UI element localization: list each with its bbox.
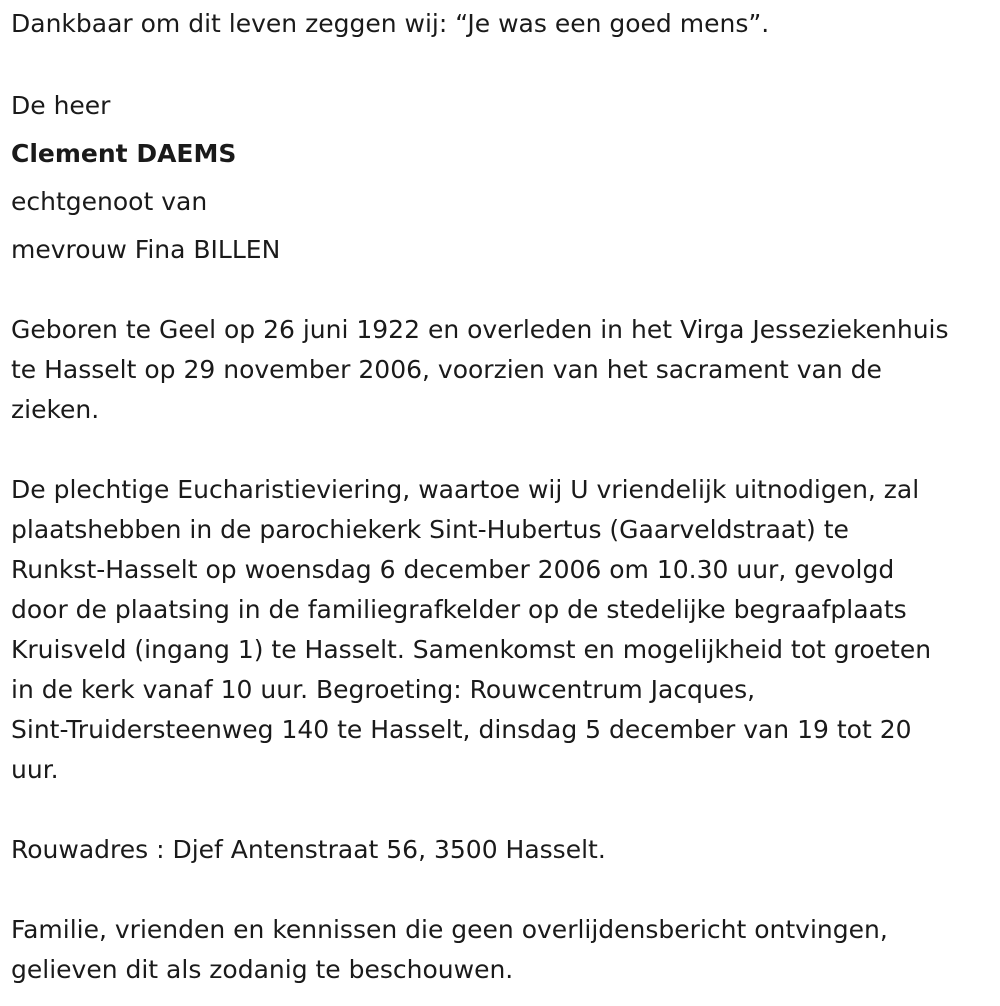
mourning-address: Rouwadres : Djef Antenstraat 56, 3500 Hasselt.	[11, 835, 606, 864]
honorific: De heer	[11, 91, 111, 120]
paragraph-line: gelieven dit als zodanig te beschouwen.	[11, 955, 514, 984]
paragraph-line: Familie, vrienden en kennissen die geen overlijdensbericht ontvingen,	[11, 915, 888, 944]
paragraph-line: zieken.	[11, 395, 100, 424]
spouse-name: mevrouw Fina BILLEN	[11, 235, 281, 264]
paragraph-line: Geboren te Geel op 26 juni 1922 en overleden in het Virga Jesseziekenhuis	[11, 315, 949, 344]
deceased-name: Clement DAEMS	[11, 139, 237, 168]
opening-sentence: Dankbaar om dit leven zeggen wij: “Je was een goed mens”.	[11, 9, 770, 38]
paragraph-line: Runkst-Hasselt op woensdag 6 december 2006 om 10.30 uur, gevolgd	[11, 555, 895, 584]
paragraph-line: plaatshebben in de parochiekerk Sint-Hubertus (Gaarveldstraat) te	[11, 515, 849, 544]
closing-paragraph	[11, 910, 996, 990]
paragraph-line: te Hasselt op 29 november 2006, voorzien van het sacrament van de	[11, 355, 882, 384]
relation-text: echtgenoot van	[11, 187, 208, 216]
paragraph-line: in de kerk vanaf 10 uur. Begroeting: Rouwcentrum Jacques,	[11, 675, 756, 704]
paragraph-line: De plechtige Eucharistieviering, waartoe wij U vriendelijk uitnodigen, zal	[11, 475, 920, 504]
ceremony-paragraph	[11, 470, 996, 790]
paragraph-line: Kruisveld (ingang 1) te Hasselt. Samenkomst en mogelijkheid tot groeten	[11, 635, 932, 664]
birth-death-paragraph	[11, 310, 996, 430]
paragraph-line: Sint-Truidersteenweg 140 te Hasselt, dinsdag 5 december van 19 tot 20	[11, 715, 912, 744]
paragraph-line: uur.	[11, 755, 59, 784]
paragraph-line: door de plaatsing in de familiegrafkelder op de stedelijke begraafplaats	[11, 595, 907, 624]
